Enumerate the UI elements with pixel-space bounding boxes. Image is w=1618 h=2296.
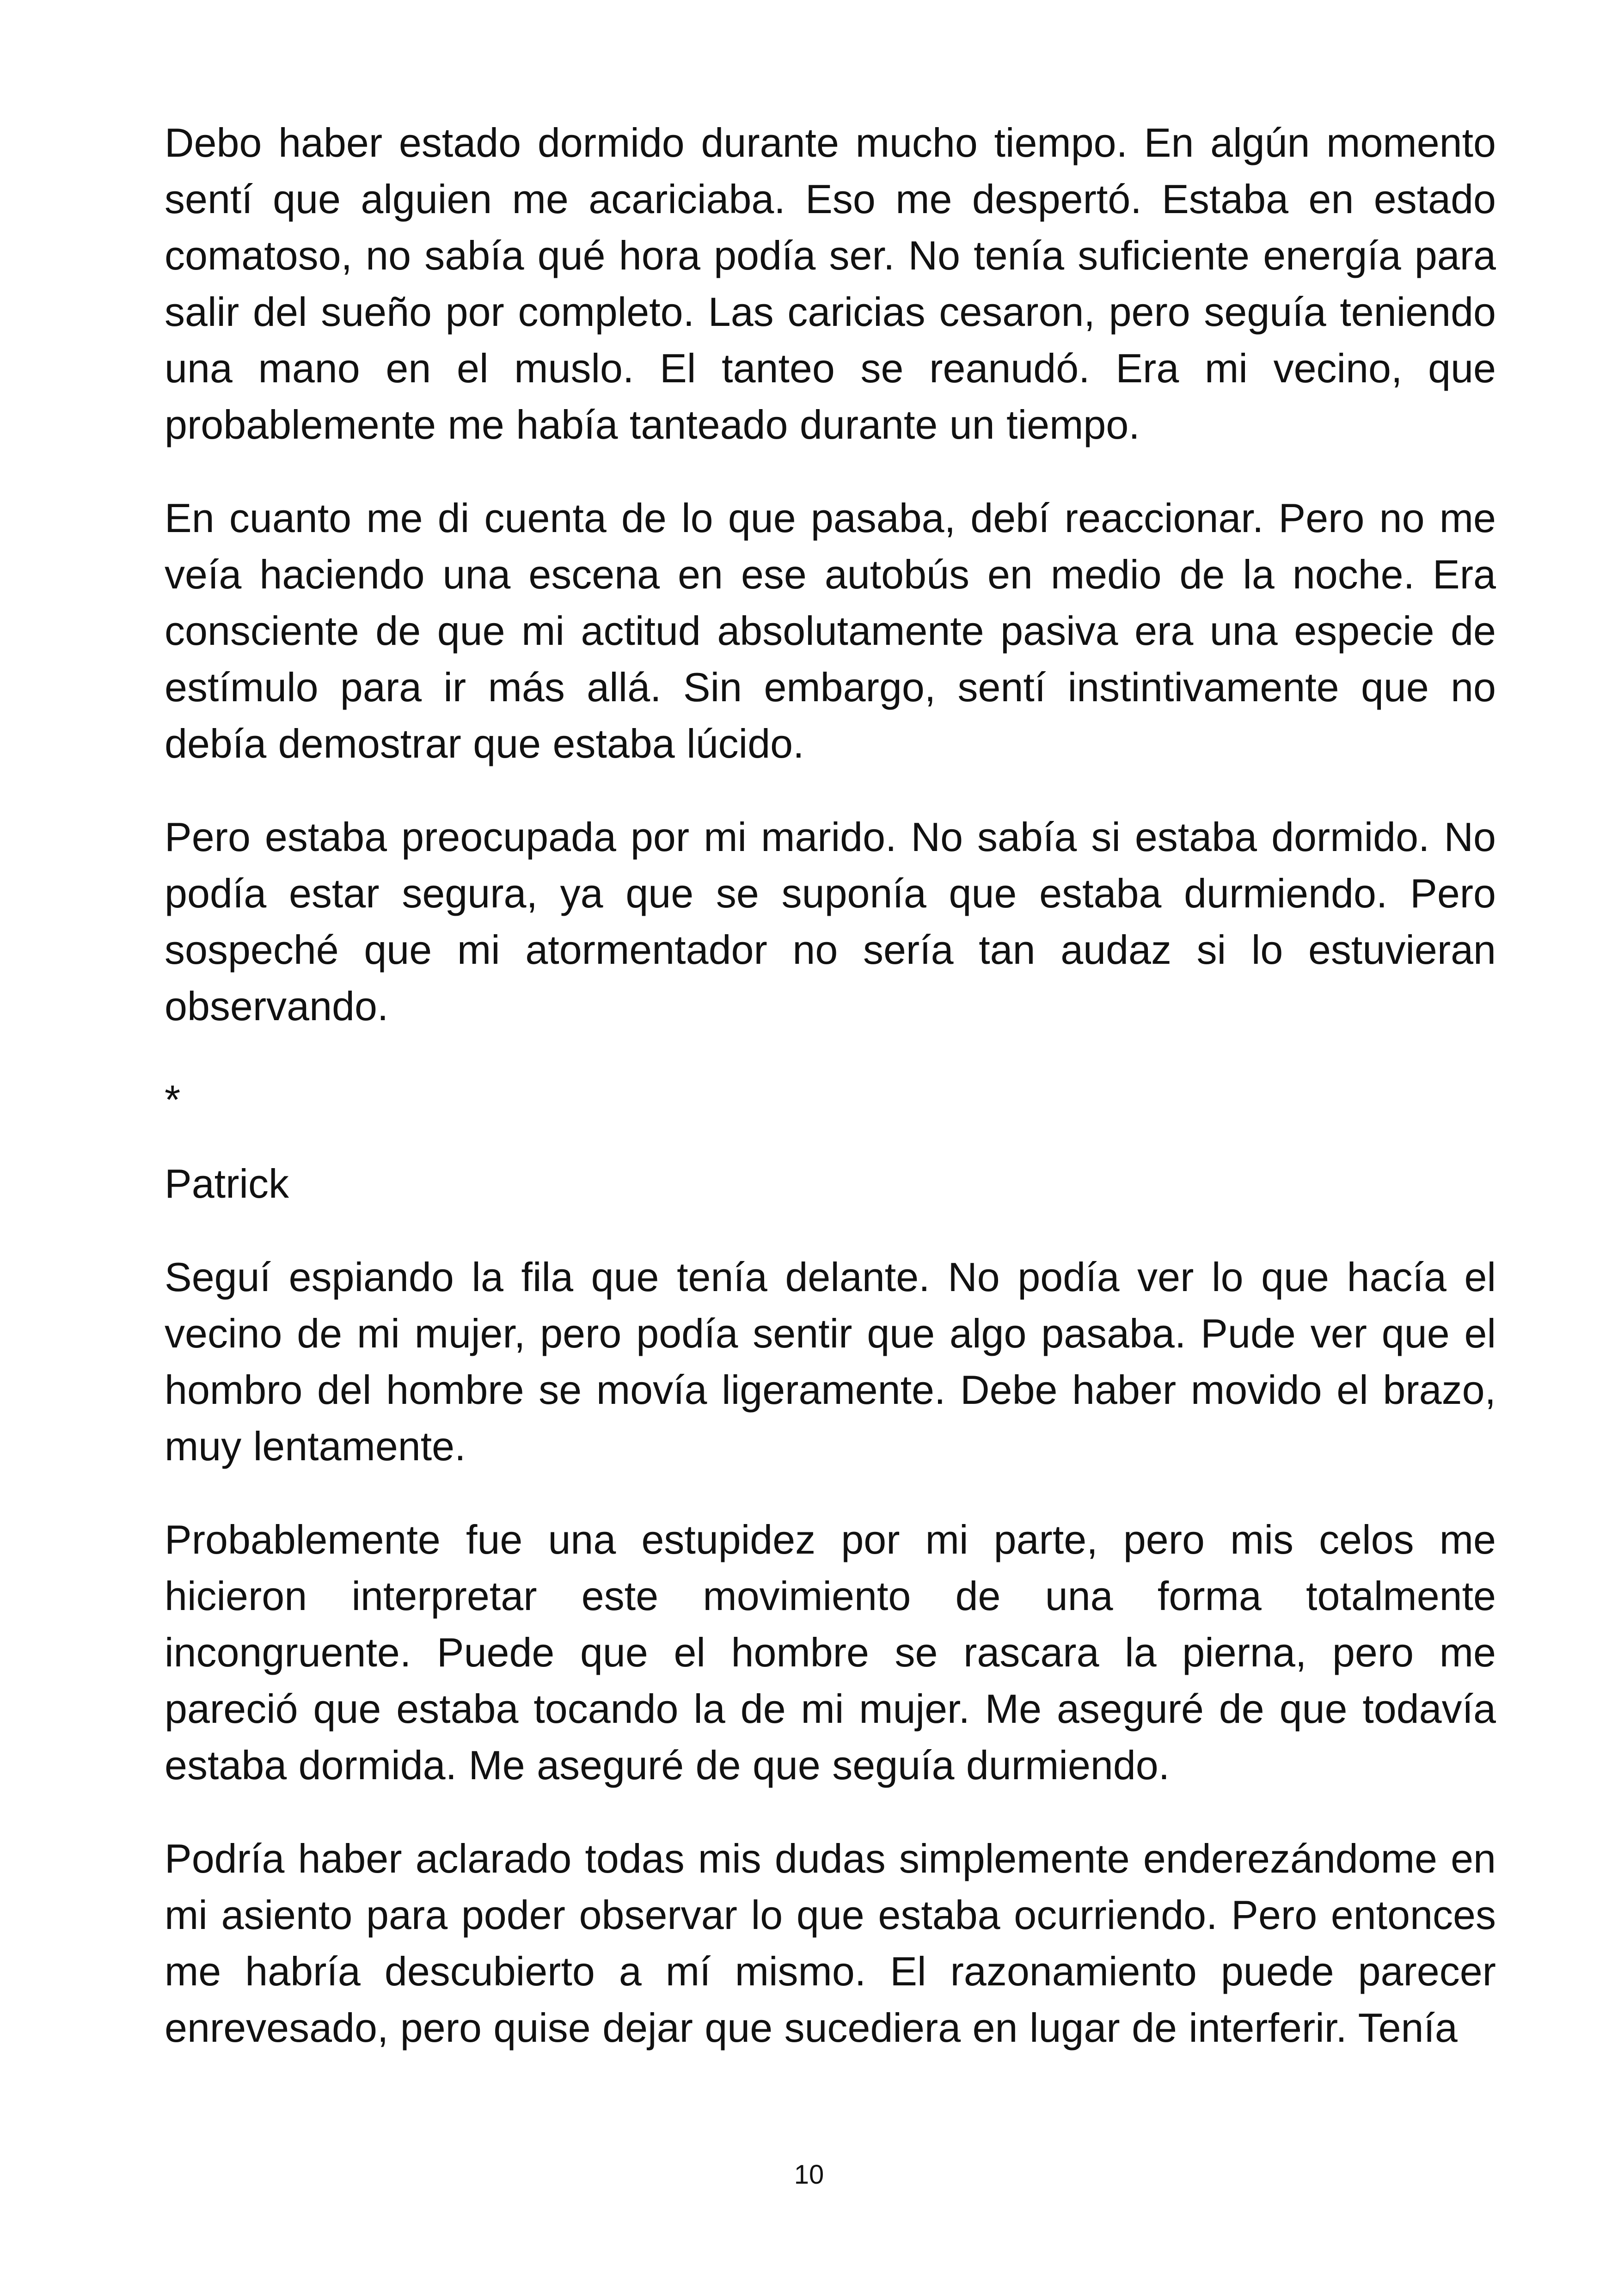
paragraph: Podría haber aclarado todas mis dudas simplemente enderezándome en mi asiento para poder observar lo que estaba ocurriendo. Pero entonces me habría descubierto a mí mismo. El razonamiento puede parecer enrevesado, pero quise dejar que sucediera en lugar de interferir. Tenía — [165, 1836, 1496, 2051]
paragraph: En cuanto me di cuenta de lo que pasaba, debí reaccionar. Pero no me veía haciendo una escena en ese autobús en medio de la noche. Era consciente de que mi actitud absolutamente pasiva era una especie de estímulo para ir más allá. Sin embargo, sentí instintivamente que no debía demostrar que estaba lúcido. — [165, 495, 1496, 766]
paragraph: Debo haber estado dormido durante mucho tiempo. En algún momento sentí que alguien me acariciaba. Eso me despertó. Estaba en estado comatoso, no sabía qué hora podía ser. No tenía suficiente energía para salir del sueño por completo. Las caricias cesaron, pero seguía teniendo una mano en el muslo. El tanteo se reanudó. Era mi vecino, que probablemente me había tanteado durante un tiempo. — [165, 120, 1496, 447]
body-text — [165, 115, 1496, 2093]
section-separator: * — [165, 1077, 181, 1122]
page-number: 10 — [794, 2160, 824, 2190]
paragraph: Probablemente fue una estupidez por mi parte, pero mis celos me hicieron interpretar este movimiento de una forma totalmente incongruente. Puede que el hombre se rascara la pierna, pero me pareció que estaba tocando la de mi mujer. Me aseguré de que todavía estaba dormida. Me aseguré de que seguía durmiendo. — [165, 1517, 1496, 1788]
paragraph: Seguí espiando la fila que tenía delante. No podía ver lo que hacía el vecino de mi mujer, pero podía sentir que algo pasaba. Pude ver que el hombro del hombre se movía ligeramente. Debe haber movido el brazo, muy lentamente. — [165, 1254, 1496, 1469]
speaker-heading: Patrick — [165, 1161, 289, 1206]
paragraph: Pero estaba preocupada por mi marido. No sabía si estaba dormido. No podía estar segura, ya que se suponía que estaba durmiendo. Pero sospeché que mi atormentador no sería tan audaz si lo estuvieran observando. — [165, 814, 1496, 1029]
